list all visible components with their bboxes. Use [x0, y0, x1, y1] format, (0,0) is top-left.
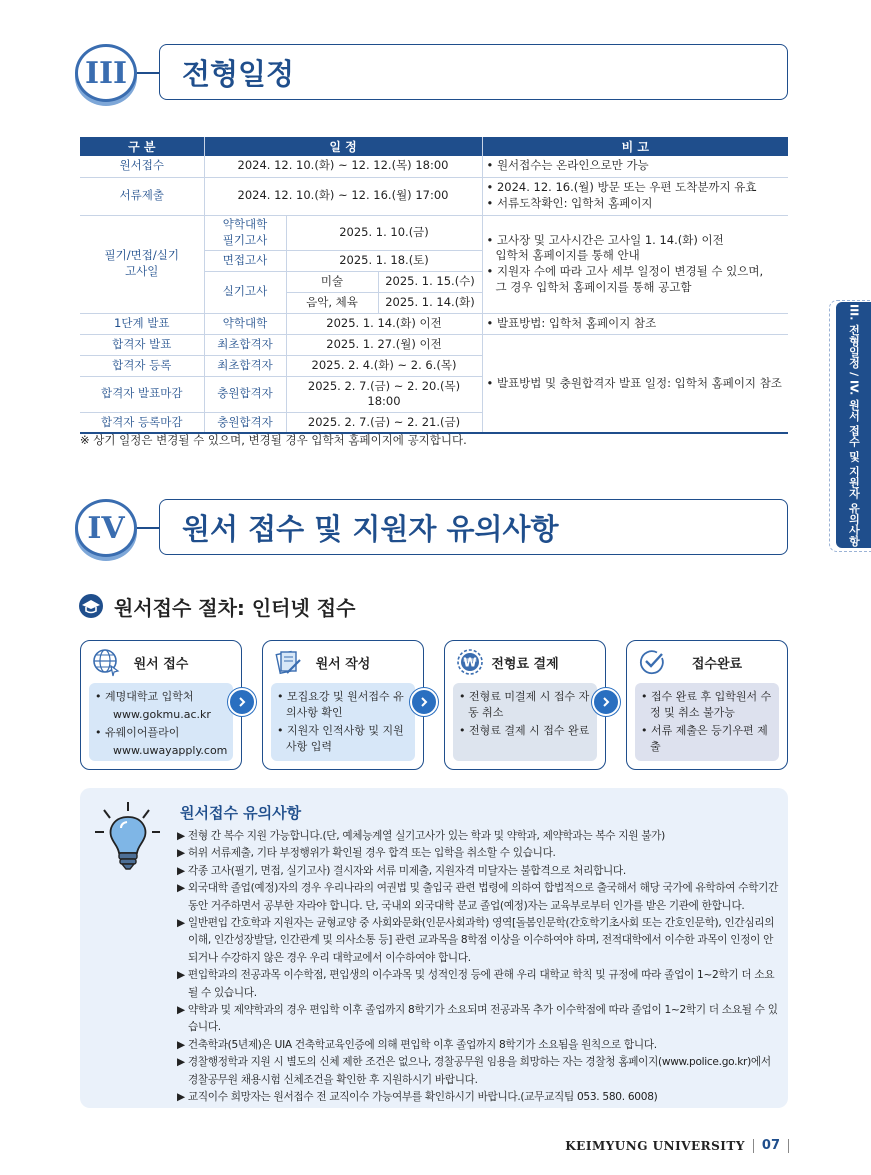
sub-sub-label: 미술: [286, 271, 378, 292]
row-note: • 발표방법: 입학처 홈페이지 참조: [482, 313, 788, 334]
row-note: • 원서접수는 온라인으로만 가능: [482, 156, 788, 177]
sub-label: 약학대학 필기고사: [204, 215, 286, 250]
list-item: ▶ 편입학과의 전공과목 이수학점, 편입생의 이수과목 및 성적인정 등에 관해 우리 대학교 학칙 및 규정에 따라 졸업이 1~2학기 더 소요될 수 있습니다.: [177, 969, 775, 999]
step-link[interactable]: www.gokmu.ac.kr: [113, 707, 211, 721]
table-row: [80, 334, 788, 355]
header-remarks: 비 고: [482, 137, 788, 156]
notice-box: [80, 788, 788, 1108]
header-connector: [137, 72, 159, 74]
step-item: • 접수 완료 후 입학원서 수정 및 취소 불가능: [641, 690, 772, 719]
lightbulb-icon: [90, 798, 160, 878]
footer-divider: [753, 1139, 754, 1153]
procedure-title-text: 원서접수 절차: 인터넷 접수: [114, 595, 356, 620]
list-item: ▶ 각종 고사(필기, 면접, 실기고사) 결시자와 서류 미제출, 지원자격 미달자는 불합격으로 처리합니다.: [177, 864, 626, 877]
step-item: • 전형료 미결제 시 접수 자동 취소: [459, 690, 590, 719]
row-label: 합격자 발표: [80, 334, 204, 355]
note-line: • 고사장 및 고사시간은 고사일 1. 14.(화) 이전: [486, 232, 724, 247]
notice-title: 원서접수 유의사항: [180, 804, 302, 822]
check-circle-icon: [637, 647, 667, 677]
sub-label: 최초합격자: [204, 334, 286, 355]
header-connector: [137, 527, 159, 529]
note-line: 입학처 홈페이지를 통해 안내: [495, 248, 640, 263]
row-date: 2025. 1. 18.(토): [286, 250, 482, 271]
header-schedule: 일 정: [204, 137, 482, 156]
table-header-row: [80, 137, 788, 156]
university-brand: KEIMYUNG UNIVERSITY: [565, 1138, 745, 1153]
step-title: 접수완료: [691, 656, 743, 672]
step-complete: [626, 640, 788, 770]
table-row: [80, 177, 788, 215]
chapter-side-tab[interactable]: [836, 302, 871, 548]
row-label: 1단계 발표: [80, 313, 204, 334]
step-item: • 지원자 인적사항 및 지원사항 입력: [277, 723, 404, 753]
list-item: ▶ 외국대학 졸업(예정)자의 경우 우리나라의 여권법 및 출입국 관련 법령에 의하여 합법적으로 출국해서 해당 국가에 유학하여 수학기간 동안 거주하면서 공부한 자라야 합니다. 단, 국내외 외국대학 분교 졸업(예정)자는 교육부로부터 인가를 받은 기관에 한합니다.: [177, 882, 779, 912]
note-line: • 지원자 수에 따라 고사 세부 일정이 변경될 수 있으며,: [486, 264, 764, 278]
row-note: [482, 215, 788, 313]
step-body: [271, 683, 415, 761]
sub-label: 최초합격자: [204, 355, 286, 376]
step-write: [262, 640, 424, 770]
table-row: [80, 313, 788, 334]
step-body: [89, 683, 233, 761]
row-note: • 발표방법 및 충원합격자 발표 일정: 입학처 홈페이지 참조: [482, 334, 788, 433]
step-title: 원서 접수: [133, 656, 189, 672]
note-line: • 서류도착확인: 입학처 홈페이지: [486, 196, 653, 210]
section-header-application: [75, 497, 788, 559]
step-payment: [444, 640, 606, 770]
sub-label: 실기고사: [204, 271, 286, 313]
step-item: • 서류 제출은 등기우편 제출: [641, 723, 768, 753]
row-label: 합격자 등록마감: [80, 412, 204, 433]
row-date: 2024. 12. 10.(화) ~ 12. 12.(목) 18:00: [204, 156, 482, 177]
section-number-badge: III: [75, 44, 137, 102]
step-item: • 계명대학교 입학처: [95, 690, 194, 703]
table-row: [80, 156, 788, 177]
row-date: 2025. 1. 10.(금): [286, 215, 482, 250]
row-label: 원서접수: [80, 156, 204, 177]
notice-list: [177, 828, 778, 1107]
row-note: [482, 177, 788, 215]
sub-label: 충원합격자: [204, 376, 286, 412]
list-item: ▶ 일반편입 간호학과 지원자는 균형교양 중 사회와문화(인문사회과학) 영역[돌봄인문학(간호학기초사회 또는 간호인문학), 인간심리의이해, 인간성장발달, 인간관계 및 의사소통 등] 관련 교과목을 8학점 이상을 이수하여야 하며, 전적대학에서 이수한 과목이 인정이 안 되거나 수강하지 않은 경우 우리 대학교에서 이수하여야 합니다.: [177, 917, 775, 964]
row-date: 2025. 1. 15.(수): [378, 271, 482, 292]
note-line: 그 경우 입학처 홈페이지를 통해 공고함: [495, 279, 692, 294]
chevron-right-icon: [592, 688, 620, 716]
side-tab-label: III. 전형일정 / IV. 원서 접수 및 지원자 유의사항: [847, 303, 861, 547]
chevron-right-icon: [228, 688, 256, 716]
row-label: 서류제출: [80, 177, 204, 215]
table-row: [80, 215, 788, 250]
step-item: • 전형료 결제 시 접수 완료: [459, 723, 590, 737]
note-line: • 2024. 12. 16.(월) 방문 또는 우편 도착분까지 유효: [486, 180, 757, 195]
row-date: 2024. 12. 10.(화) ~ 12. 16.(월) 17:00: [204, 177, 482, 215]
list-item: ▶ 약학과 및 제약학과의 경우 편입학 이후 졸업까지 8학기가 소요되며 전공과목 추가 이수학점에 따라 졸업이 1~2학기 더 소요될 수 있습니다.: [177, 1004, 778, 1034]
row-date: 2025. 2. 7.(금) ~ 2. 20.(목) 18:00: [286, 376, 482, 412]
procedure-title: [78, 592, 355, 620]
step-application: [80, 640, 242, 770]
list-item: ▶ 경찰행정학과 지원 시 별도의 신체 제한 조건은 없으나, 경찰공무원 임용을 희망하는 자는 경찰청 홈페이지(www.police.go.kr)에서 경찰공무원 채용시험 신체조건을 확인한 후 지원하시기 바랍니다.: [177, 1056, 771, 1086]
won-coin-icon: [455, 647, 485, 677]
row-date: 2025. 1. 27.(월) 이전: [286, 334, 482, 355]
row-label: 필기/면접/실기 고사일: [80, 215, 204, 313]
chevron-right-icon: [410, 688, 438, 716]
page-footer: [565, 1138, 789, 1153]
row-date: 2025. 2. 4.(화) ~ 2. 6.(목): [286, 355, 482, 376]
step-title: 원서 작성: [315, 656, 371, 672]
schedule-footnote: ※ 상기 일정은 변경될 수 있으며, 변경될 경우 입학처 홈페이지에 공지합니다.: [80, 433, 467, 447]
step-body: [635, 683, 779, 761]
step-item: • 유웨이어플라이: [95, 725, 180, 739]
row-date: 2025. 2. 7.(금) ~ 2. 21.(금): [286, 412, 482, 433]
row-date: 2025. 1. 14.(화) 이전: [286, 313, 482, 334]
schedule-table: [80, 137, 788, 434]
row-date: 2025. 1. 14.(화): [378, 292, 482, 313]
svg-text:₩: ₩: [463, 655, 477, 670]
globe-icon: [91, 647, 121, 677]
sub-sub-label: 음악, 체육: [286, 292, 378, 313]
sub-label: 약학대학: [204, 313, 286, 334]
footer-divider: [788, 1139, 789, 1153]
sub-label: 충원합격자: [204, 412, 286, 433]
step-body: [453, 683, 597, 761]
header-category: 구 분: [80, 137, 204, 156]
document-pencil-icon: [273, 647, 303, 677]
page-number: 07: [761, 1138, 780, 1153]
step-link[interactable]: www.uwayapply.com: [113, 743, 228, 757]
list-item: ▶ 건축학과(5년제)은 UIA 건축학교육인증에 의해 편입학 이후 졸업까지 8학기가 소요됨을 원칙으로 합니다.: [177, 1038, 657, 1051]
section-header-schedule: [75, 42, 788, 104]
list-item: ▶ 허위 서류제출, 기타 부정행위가 확인될 경우 합격 또는 입학을 취소할 수 있습니다.: [177, 847, 556, 860]
graduation-cap-icon: [78, 593, 104, 619]
step-item: • 모집요강 및 원서접수 유의사항 확인: [277, 690, 404, 719]
section-number-badge: IV: [75, 499, 137, 557]
section-title: 전형일정: [159, 44, 788, 100]
section-title: 원서 접수 및 지원자 유의사항: [159, 499, 788, 555]
step-title: 전형료 결제: [491, 656, 559, 672]
row-label: 합격자 등록: [80, 355, 204, 376]
sub-label: 면접고사: [204, 250, 286, 271]
list-item: ▶ 전형 간 복수 지원 가능합니다.(단, 예체능계열 실기고사가 있는 학과 및 약학과, 제약학과는 복수 지원 불가): [177, 830, 665, 842]
row-label: 합격자 발표마감: [80, 376, 204, 412]
list-item: ▶ 교직이수 희망자는 원서접수 전 교직이수 가능여부를 확인하시기 바랍니다.(교무교직팀 053. 580. 6008): [177, 1091, 658, 1104]
